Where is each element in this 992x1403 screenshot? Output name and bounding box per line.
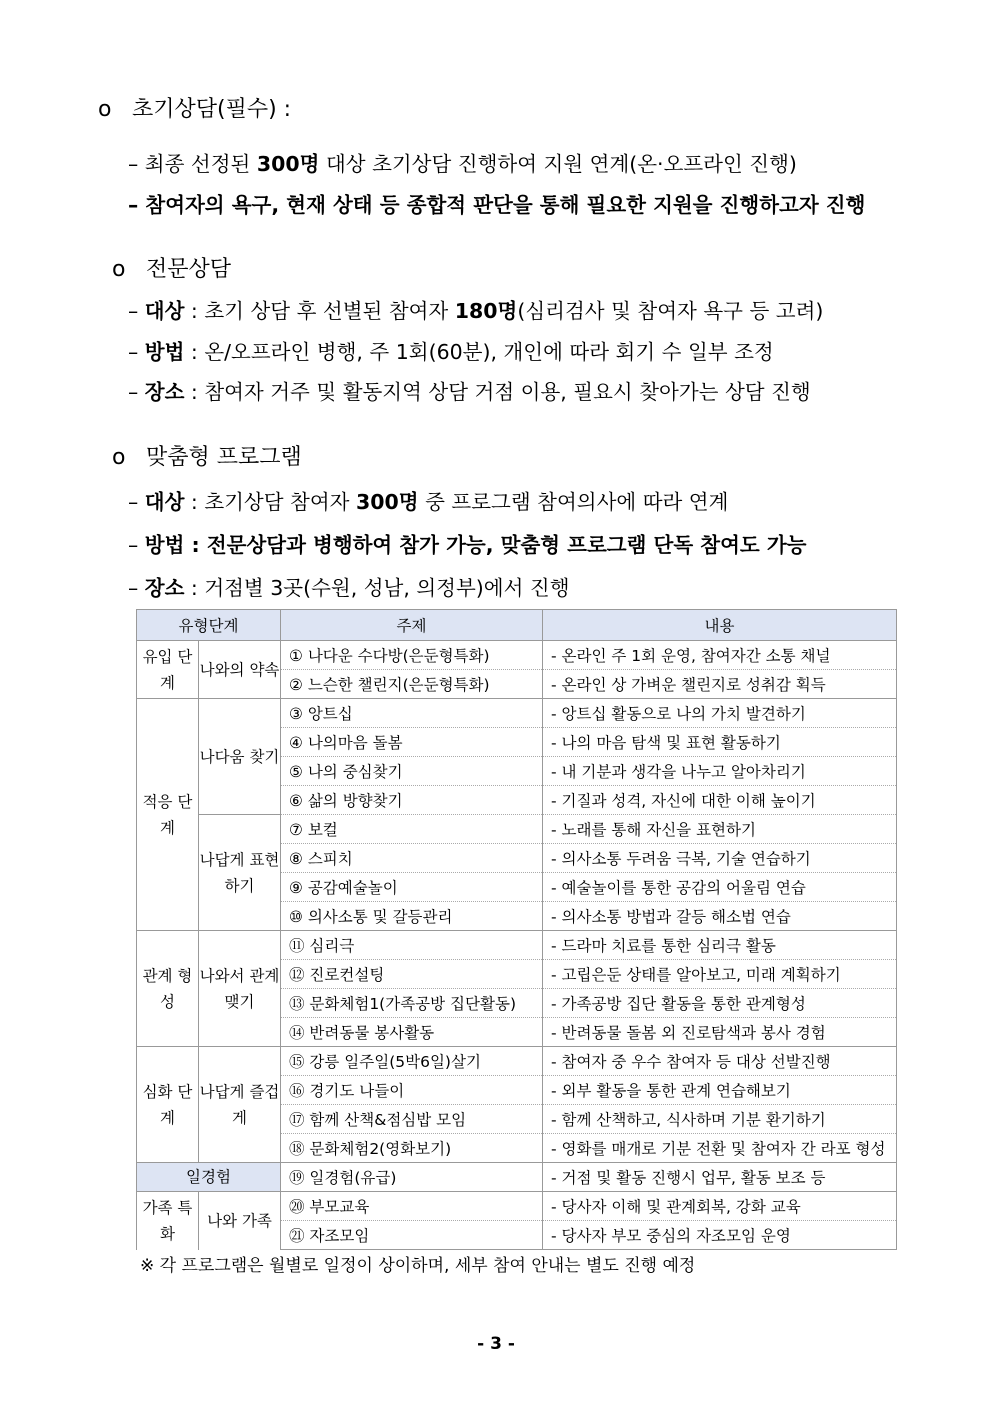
content-cell: - 가족공방 집단 활동을 통한 관계형성 (543, 989, 897, 1018)
topic-cell: ⑪ 심리극 (281, 931, 543, 960)
content-cell: - 온라인 주 1회 운영, 참여자간 소통 채널 (543, 641, 897, 670)
section-heading-custom-program: o 맞춤형 프로그램 (112, 445, 302, 470)
topic-cell: ⑨ 공감예술놀이 (281, 873, 543, 902)
text-line: – 장소 : 거점별 3곳(수원, 성남, 의정부)에서 진행 (128, 576, 570, 600)
content-cell: - 반려동물 돌봄 외 진로탐색과 봉사 경험 (543, 1018, 897, 1047)
topic-cell: ⑬ 문화체험1(가족공방 집단활동) (281, 989, 543, 1018)
table-row (137, 641, 897, 670)
content-cell: - 의사소통 두려움 극복, 기술 연습하기 (543, 844, 897, 873)
stage-cell: 심화 단계 (137, 1047, 199, 1163)
topic-cell: ⑮ 강릉 일주일(5박6일)살기 (281, 1047, 543, 1076)
content-cell: - 앙트십 활동으로 나의 가치 발견하기 (543, 699, 897, 728)
content-cell: - 당사자 부모 중심의 자조모임 운영 (543, 1221, 897, 1250)
page-number: - 3 - (477, 1334, 515, 1354)
content-cell: - 노래를 통해 자신을 표현하기 (543, 815, 897, 844)
table-row (137, 815, 897, 844)
substage-cell: 나와의 약속 (199, 641, 281, 699)
section-heading-expert-counseling: o 전문상담 (112, 257, 232, 282)
content-cell: - 고립은둔 상태를 알아보고, 미래 계획하기 (543, 960, 897, 989)
topic-cell: ⑯ 경기도 나들이 (281, 1076, 543, 1105)
topic-cell: ⑲ 일경험(유급) (281, 1163, 543, 1192)
table-header-row (137, 610, 897, 641)
text-line: – 최종 선정된 300명 대상 초기상담 진행하여 지원 연계(온·오프라인 진행) (128, 152, 797, 176)
topic-cell: ⑰ 함께 산책&점심밥 모임 (281, 1105, 543, 1134)
topic-cell: ⑦ 보컬 (281, 815, 543, 844)
table-footnote: ※ 각 프로그램은 월별로 일정이 상이하며, 세부 참여 안내는 별도 진행 예정 (140, 1256, 696, 1276)
content-cell: - 기질과 성격, 자신에 대한 이해 높이기 (543, 786, 897, 815)
table-row (137, 699, 897, 728)
topic-cell: ④ 나의마음 돌봄 (281, 728, 543, 757)
content-cell: - 참여자 중 우수 참여자 등 대상 선발진행 (543, 1047, 897, 1076)
header-stage: 유형단계 (137, 610, 281, 641)
content-cell: - 나의 마음 탐색 및 표현 활동하기 (543, 728, 897, 757)
substage-cell: 나와 가족 (199, 1192, 281, 1250)
text-line: – 대상 : 초기 상담 후 선별된 참여자 180명(심리검사 및 참여자 욕구 등 고려) (128, 299, 824, 323)
content-cell: - 외부 활동을 통한 관계 연습해보기 (543, 1076, 897, 1105)
content-cell: - 드라마 치료를 통한 심리극 활동 (543, 931, 897, 960)
substage-cell: 나와서 관계맺기 (199, 931, 281, 1047)
topic-cell: ③ 앙트십 (281, 699, 543, 728)
content-cell: - 온라인 상 가벼운 챌린지로 성취감 획득 (543, 670, 897, 699)
section-heading-initial-counseling: o 초기상담(필수) : (98, 97, 292, 122)
text-line: – 장소 : 참여자 거주 및 활동지역 상담 거점 이용, 필요시 찾아가는 상담 진행 (128, 380, 811, 404)
topic-cell: ① 나다운 수다방(은둔형특화) (281, 641, 543, 670)
stage-cell: 일경험 (137, 1163, 281, 1192)
content-cell: - 영화를 매개로 기분 전환 및 참여자 간 라포 형성 (543, 1134, 897, 1163)
topic-cell: ⑩ 의사소통 및 갈등관리 (281, 902, 543, 931)
text-line: – 방법 : 온/오프라인 병행, 주 1회(60분), 개인에 따라 회기 수 일부 조정 (128, 340, 774, 364)
topic-cell: ⑭ 반려동물 봉사활동 (281, 1018, 543, 1047)
stage-cell: 관계 형성 (137, 931, 199, 1047)
topic-cell: ⑥ 삶의 방향찾기 (281, 786, 543, 815)
header-topic: 주제 (281, 610, 543, 641)
stage-cell: 적응 단계 (137, 699, 199, 931)
topic-cell: ⑱ 문화체험2(영화보기) (281, 1134, 543, 1163)
table-row (137, 1163, 897, 1192)
text-line: – 방법 : 전문상담과 병행하여 참가 가능, 맞춤형 프로그램 단독 참여도 가능 (128, 533, 807, 557)
content-cell: - 예술놀이를 통한 공감의 어울림 연습 (543, 873, 897, 902)
substage-cell: 나답게 표현하기 (199, 815, 281, 931)
content-cell: - 당사자 이해 및 관계회복, 강화 교육 (543, 1192, 897, 1221)
heading-text: 전문상담 (146, 257, 232, 282)
substage-cell: 나답게 즐겁게 (199, 1047, 281, 1163)
text-line: – 대상 : 초기상담 참여자 300명 중 프로그램 참여의사에 따라 연계 (128, 490, 729, 514)
content-cell: - 내 기분과 생각을 나누고 알아차리기 (543, 757, 897, 786)
content-cell: - 의사소통 방법과 갈등 해소법 연습 (543, 902, 897, 931)
table-row (137, 1192, 897, 1221)
stage-cell: 유입 단계 (137, 641, 199, 699)
substage-cell: 나다움 찾기 (199, 699, 281, 815)
topic-cell: ⑤ 나의 중심찾기 (281, 757, 543, 786)
content-cell: - 함께 산책하고, 식사하며 기분 환기하기 (543, 1105, 897, 1134)
topic-cell: ㉑ 자조모임 (281, 1221, 543, 1250)
topic-cell: ⑧ 스피치 (281, 844, 543, 873)
header-content: 내용 (543, 610, 897, 641)
heading-text: 초기상담(필수) : (132, 97, 292, 122)
table-row (137, 931, 897, 960)
heading-text: 맞춤형 프로그램 (146, 445, 302, 470)
text-line: – 참여자의 욕구, 현재 상태 등 종합적 판단을 통해 필요한 지원을 진행하고자 진행 (128, 193, 866, 217)
content-cell: - 거점 및 활동 진행시 업무, 활동 보조 등 (543, 1163, 897, 1192)
topic-cell: ② 느슨한 챌린지(은둔형특화) (281, 670, 543, 699)
stage-cell: 가족 특화 (137, 1192, 199, 1250)
topic-cell: ⑫ 진로컨설팅 (281, 960, 543, 989)
table-row (137, 1047, 897, 1076)
program-table (136, 609, 897, 1250)
topic-cell: ⑳ 부모교육 (281, 1192, 543, 1221)
